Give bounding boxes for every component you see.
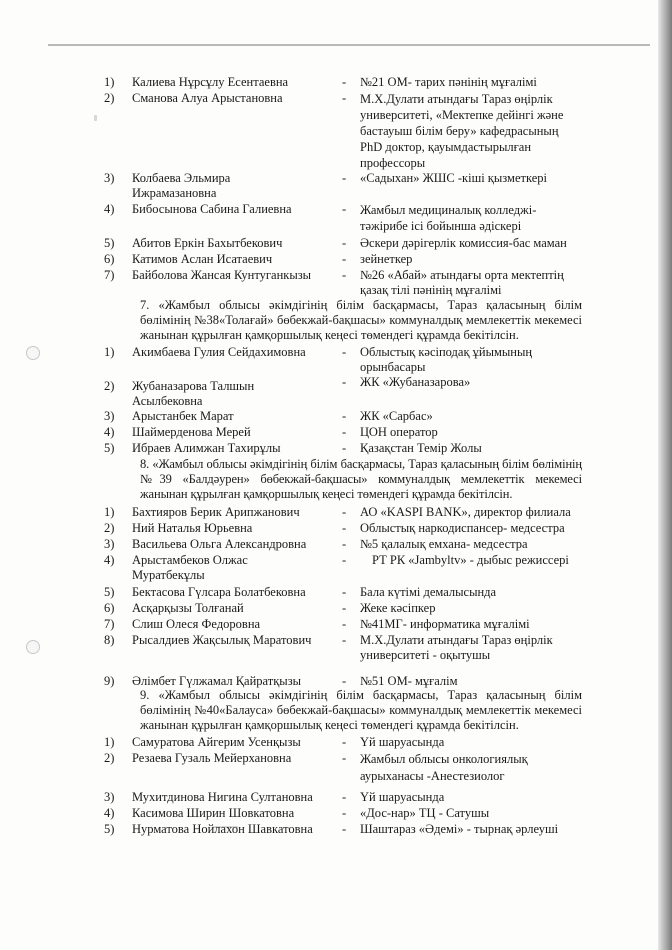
member-name: Самуратова Айгерим Усенқызы <box>132 735 301 749</box>
item-number: 2) <box>104 521 115 535</box>
member-name: Резаева Гузаль Мейерхановна <box>132 751 292 765</box>
item-number: 3) <box>104 537 115 551</box>
punch-hole <box>26 346 40 360</box>
member-role: №41МГ- информатика мұғалімі <box>360 617 530 631</box>
member-role: «Садыхан» ЖШС -кіші қызметкері <box>360 171 547 185</box>
item-number: 2) <box>104 751 115 765</box>
member-name: Колбаева Эльмира Ижрамазановна <box>132 171 231 200</box>
item-number: 5) <box>104 822 115 836</box>
separator-dash: - <box>342 633 347 647</box>
item-number: 6) <box>104 252 115 266</box>
item-number: 5) <box>104 585 115 599</box>
member-role: АО «KASPI BANK», директор филиала <box>360 505 571 519</box>
member-role: №51 ОМ- мұғалім <box>360 674 458 688</box>
separator-dash: - <box>342 617 347 631</box>
item-number: 4) <box>104 806 115 820</box>
separator-dash: - <box>342 521 347 535</box>
member-name: Байболова Жансая Кунтуганкызы <box>132 268 312 282</box>
member-role: Бала күтімі демалысында <box>360 585 497 599</box>
separator-dash: - <box>342 202 347 216</box>
member-name: Шаймерденова Мерей <box>132 425 251 439</box>
item-number: 4) <box>104 202 115 216</box>
member-role: ЦОН оператор <box>360 425 438 439</box>
member-role: Облыстық наркодиспансер- медсестра <box>360 521 565 535</box>
item-number: 1) <box>104 735 115 749</box>
member-role: №5 қалалық емхана- медсестра <box>360 537 528 551</box>
member-name: Ибраев Алимжан Тахирұлы <box>132 441 281 455</box>
separator-dash: - <box>342 751 347 765</box>
separator-dash: - <box>342 425 347 439</box>
separator-dash: - <box>342 236 347 250</box>
member-name: Арыстамбеков Олжас Муратбекұлы <box>132 553 248 582</box>
item-number: 6) <box>104 601 115 615</box>
member-role: Облыстық кәсіподақ ұйымының орынбасары <box>360 345 533 374</box>
member-name: Сманова Алуа Арыстановна <box>132 91 283 105</box>
member-role: Үй шаруасында <box>360 790 445 804</box>
member-role: №26 «Абай» атындағы орта мектептің қазақ тілі пәнінің мұғалімі <box>360 268 564 297</box>
separator-dash: - <box>342 409 347 423</box>
member-name: Жубаназарова Талшын Асылбековна <box>132 379 255 408</box>
member-role: №21 ОМ- тарих пәнінің мұғалімі <box>360 75 537 89</box>
scan-smudge <box>94 115 97 121</box>
item-number: 2) <box>104 379 115 393</box>
section-heading-text: 7. «Жамбыл облысы әкімдігінің білім басқармасы, Тараз қаласының білім бөлімінің №38«Толағай» бөбекжай-бақшасы» коммуналдық мемлекеттік мекемесі жанынан құрылған қамқоршылық кеңесі төмендегі құрамда бекітілсін. <box>140 298 582 342</box>
separator-dash: - <box>342 735 347 749</box>
scan-top-rule <box>48 44 650 46</box>
separator-dash: - <box>342 674 347 688</box>
member-role: ЖК «Жубаназарова» <box>360 375 471 389</box>
separator-dash: - <box>342 553 347 567</box>
member-name: Әлімбет Гүлжамал Қайратқызы <box>132 674 302 688</box>
item-number: 2) <box>104 91 115 105</box>
member-role: Қазақстан Темір Жолы <box>360 441 482 455</box>
member-role: М.Х.Дулати атындағы Тараз өңірлік университеті, «Мектепке дейінгі және бастауыш білім беру» кафедрасының PhD доктор, қауымдастырылған профессоры <box>360 92 564 170</box>
member-name: Васильева Ольга Александровна <box>132 537 307 551</box>
member-role: Жеке кәсіпкер <box>360 601 436 615</box>
separator-dash: - <box>342 537 347 551</box>
section-heading <box>104 298 582 343</box>
member-role: ЖК «Сарбас» <box>360 409 433 423</box>
scan-right-edge <box>658 0 672 950</box>
section-heading-text: 9. «Жамбыл облысы әкімдігінің білім басқармасы, Тараз қаласының білім бөлімінің №40«Балауса» бөбекжай-бақшасы» коммуналдық мемлекеттік мекемесі жанынан құрылған қамқоршылық кеңесі төмендегі құрамда бекітілсін. <box>140 688 582 732</box>
separator-dash: - <box>342 75 347 89</box>
member-name: Калиева Нұрсұлу Есентаевна <box>132 75 289 89</box>
section-heading <box>104 688 582 733</box>
member-name: Катимов Аслан Исатаевич <box>132 252 273 266</box>
item-number: 3) <box>104 409 115 423</box>
member-name: Акимбаева Гулия Сейдахимовна <box>132 345 306 359</box>
item-number: 1) <box>104 345 115 359</box>
section-heading <box>104 457 582 502</box>
member-name: Асқарқызы Толғанай <box>132 601 244 615</box>
item-number: 3) <box>104 171 115 185</box>
member-role: Үй шаруасында <box>360 735 445 749</box>
member-name: Мухитдинова Нигина Султановна <box>132 790 313 804</box>
member-role: «Дос-нар» ТЦ - Сатушы <box>360 806 490 820</box>
member-role: зейнеткер <box>360 252 413 266</box>
member-name: Бахтияров Берик Арипжанович <box>132 505 300 519</box>
item-number: 5) <box>104 441 115 455</box>
item-number: 1) <box>104 75 115 89</box>
member-name: Нурматова Нойлахон Шавкатовна <box>132 822 313 836</box>
separator-dash: - <box>342 268 347 282</box>
member-name: Абитов Еркін Бахытбекович <box>132 236 283 250</box>
member-role: Шаштараз «Әдемі» - тырнақ әрлеуші <box>360 822 559 836</box>
section-heading-text: 8. «Жамбыл облысы әкімдігінің білім басқармасы, Тараз қаласының білім бөлімінің №39 «Балдәурен» бөбекжай-бақшасы» коммуналдық мемлекеттік мекемесі жанынан құрылған қамқоршылық кеңесі төмендегі құрамда бекітілсін. <box>140 457 582 501</box>
separator-dash: - <box>342 252 347 266</box>
item-number: 7) <box>104 268 115 282</box>
item-number: 1) <box>104 505 115 519</box>
member-role: М.Х.Дулати атындағы Тараз өңірлік университеті - оқытушы <box>360 633 553 662</box>
separator-dash: - <box>342 822 347 836</box>
separator-dash: - <box>342 441 347 455</box>
item-number: 5) <box>104 236 115 250</box>
member-name: Касимова Ширин Шовкатовна <box>132 806 295 820</box>
member-name: Бибосынова Сабина Галиевна <box>132 202 292 216</box>
separator-dash: - <box>342 790 347 804</box>
member-name: Рысалдиев Жақсылық Маратович <box>132 633 312 647</box>
separator-dash: - <box>342 91 347 105</box>
member-role: Әскери дәрігерлік комиссия-бас маман <box>360 236 567 250</box>
item-number: 7) <box>104 617 115 631</box>
item-number: 9) <box>104 674 115 688</box>
separator-dash: - <box>342 806 347 820</box>
item-number: 4) <box>104 553 115 567</box>
member-name: Бектасова Гүлсара Болатбековна <box>132 585 306 599</box>
item-number: 3) <box>104 790 115 804</box>
member-role: Жамбыл облысы онкологиялық аурыханасы -Анестезиолог <box>360 752 528 783</box>
member-role: Жамбыл медициналық колледжі- тәжірибе ісі бойынша әдіскері <box>360 203 537 233</box>
member-name: Арыстанбек Марат <box>132 409 234 423</box>
member-name: Слиш Олеся Федоровна <box>132 617 261 631</box>
punch-hole <box>26 640 40 654</box>
separator-dash: - <box>342 505 347 519</box>
separator-dash: - <box>342 601 347 615</box>
item-number: 8) <box>104 633 115 647</box>
item-number: 4) <box>104 425 115 439</box>
separator-dash: - <box>342 345 347 359</box>
member-role: РТ РК «Jambyltv» - дыбыс режиссері <box>372 553 569 567</box>
separator-dash: - <box>342 171 347 185</box>
separator-dash: - <box>342 585 347 599</box>
separator-dash: - <box>342 375 347 389</box>
member-name: Ний Наталья Юрьевна <box>132 521 253 535</box>
